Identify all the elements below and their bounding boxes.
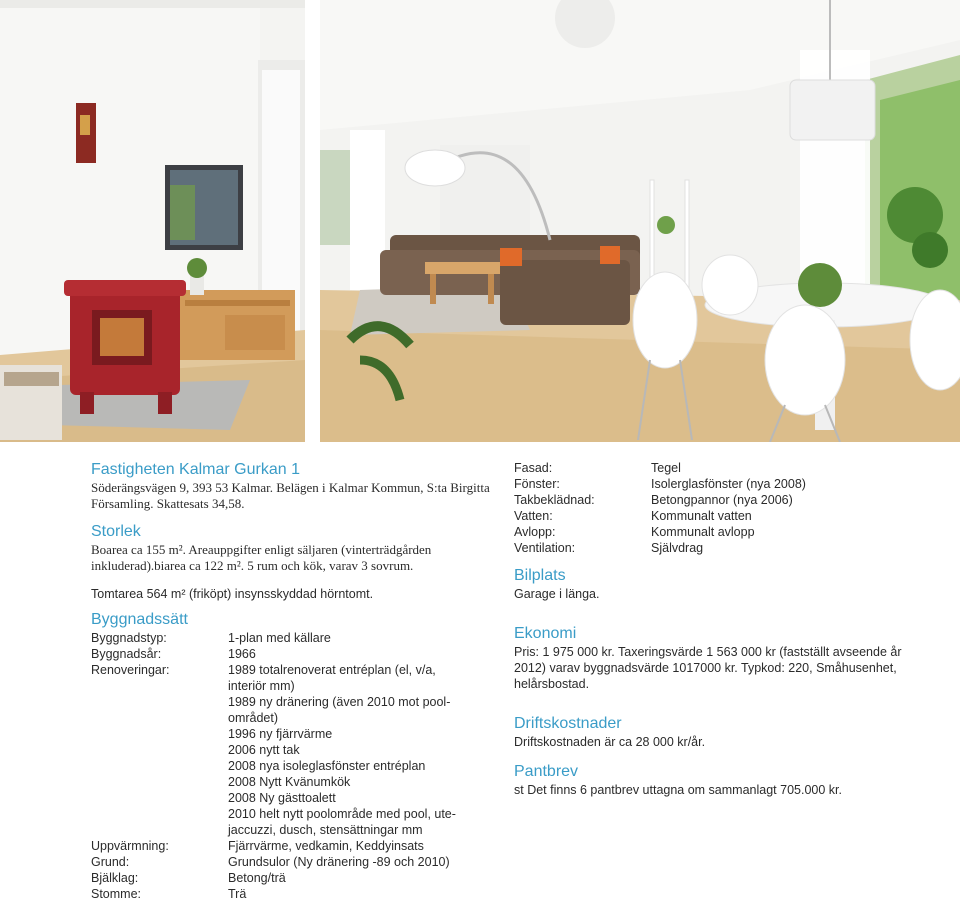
size-text: Boarea ca 155 m². Areauppgifter enligt säljaren (vinterträdgården inkluderad).biarea ca 122 m². 5 rum och kök, varav 3 sovrum.: [91, 542, 432, 573]
foundation-row: [91, 854, 491, 870]
drain-row: [514, 524, 934, 540]
mortgage-heading: Pantbrev: [514, 763, 579, 780]
drain-label: Avlopp:: [514, 525, 556, 539]
renovation-item: 2010 helt nytt poolområde med pool, ute-jaccuzzi, dusch, stensättningar mm: [228, 807, 456, 837]
ventilation-value: Självdrag: [651, 541, 704, 555]
roof-row: [514, 492, 934, 508]
renovation-item: 2008 Ny gästtoalett: [228, 791, 336, 805]
ventilation-row: [514, 540, 934, 556]
joists-row: [91, 870, 491, 886]
joists-value: Betong/trä: [228, 871, 286, 885]
roof-label: Takbeklädnad:: [514, 493, 595, 507]
foundation-label: Grund:: [91, 855, 130, 869]
parking-text: Garage i länga.: [514, 587, 600, 601]
renovations-row: [91, 662, 491, 838]
windows-label: Fönster:: [514, 477, 560, 491]
parking-heading: Bilplats: [514, 567, 566, 584]
costs-text: Driftskostnaden är ca 28 000 kr/år.: [514, 735, 706, 749]
ventilation-label: Ventilation:: [514, 541, 576, 555]
facade-label: Fasad:: [514, 461, 553, 475]
windows-value: Isolerglasfönster (nya 2008): [651, 477, 806, 491]
left-text-column: [91, 460, 491, 902]
renovation-item: 2006 nytt tak: [228, 743, 300, 757]
building-year-label: Byggnadsår:: [91, 647, 162, 661]
renovations-list: [228, 662, 491, 838]
economy-heading: Ekonomi: [514, 625, 577, 642]
plot-text: Tomtarea 564 m² (friköpt) insynsskyddad hörntomt.: [91, 587, 374, 601]
renovation-item: 1996 ny fjärrvärme: [228, 727, 333, 741]
heating-value: Fjärrvärme, vedkamin, Keddyinsats: [228, 839, 424, 853]
foundation-value: Grundsulor (Ny dränering -89 och 2010): [228, 855, 450, 869]
building-year-value: 1966: [228, 647, 256, 661]
property-title: Fastigheten Kalmar Gurkan 1: [91, 461, 300, 478]
renovation-item: 1989 totalrenoverat entréplan (el, v/a, interiör mm): [228, 663, 436, 693]
heating-row: [91, 838, 491, 854]
building-type-value: 1-plan med källare: [228, 631, 331, 645]
living-room-photo-left: [0, 0, 305, 442]
economy-text: Pris: 1 975 000 kr. Taxeringsvärde 1 563 000 kr (fastställt avseende år 2012) varav byggnadsvärde 1017000 kr. Typkod: 220, Småhusenhet, helårsbostad.: [514, 645, 902, 691]
frame-row: [91, 886, 491, 902]
frame-label: Stomme:: [91, 887, 142, 901]
facade-value: Tegel: [651, 461, 681, 475]
building-type-row: [91, 630, 491, 646]
joists-label: Bjälklag:: [91, 871, 139, 885]
costs-heading: Driftskostnader: [514, 715, 622, 732]
size-heading: Storlek: [91, 523, 141, 540]
renovations-label: Renoveringar:: [91, 663, 170, 677]
windows-row: [514, 476, 934, 492]
renovation-item: 1989 ny dränering (även 2010 mot pool-området): [228, 695, 451, 725]
heating-label: Uppvärmning:: [91, 839, 169, 853]
building-type-label: Byggnadstyp:: [91, 631, 167, 645]
facade-row: [514, 460, 934, 476]
building-year-row: [91, 646, 491, 662]
construction-heading: Byggnadssätt: [91, 611, 188, 628]
water-value: Kommunalt vatten: [651, 509, 752, 523]
mortgage-text: st Det finns 6 pantbrev uttagna om sammanlagt 705.000 kr.: [514, 783, 842, 797]
water-label: Vatten:: [514, 509, 553, 523]
frame-value: Trä: [228, 887, 247, 901]
renovation-item: 2008 Nytt Kvänumkök: [228, 775, 351, 789]
drain-value: Kommunalt avlopp: [651, 525, 755, 539]
living-dining-room-photo-right: [320, 0, 960, 442]
renovation-item: 2008 nya isoleglasfönster entréplan: [228, 759, 426, 773]
property-address: Söderängsvägen 9, 393 53 Kalmar. Belägen i Kalmar Kommun, S:ta Birgitta Församling. Skattesats 34,58.: [91, 480, 490, 511]
water-row: [514, 508, 934, 524]
roof-value: Betongpannor (nya 2006): [651, 493, 793, 507]
right-text-column: [514, 460, 934, 798]
